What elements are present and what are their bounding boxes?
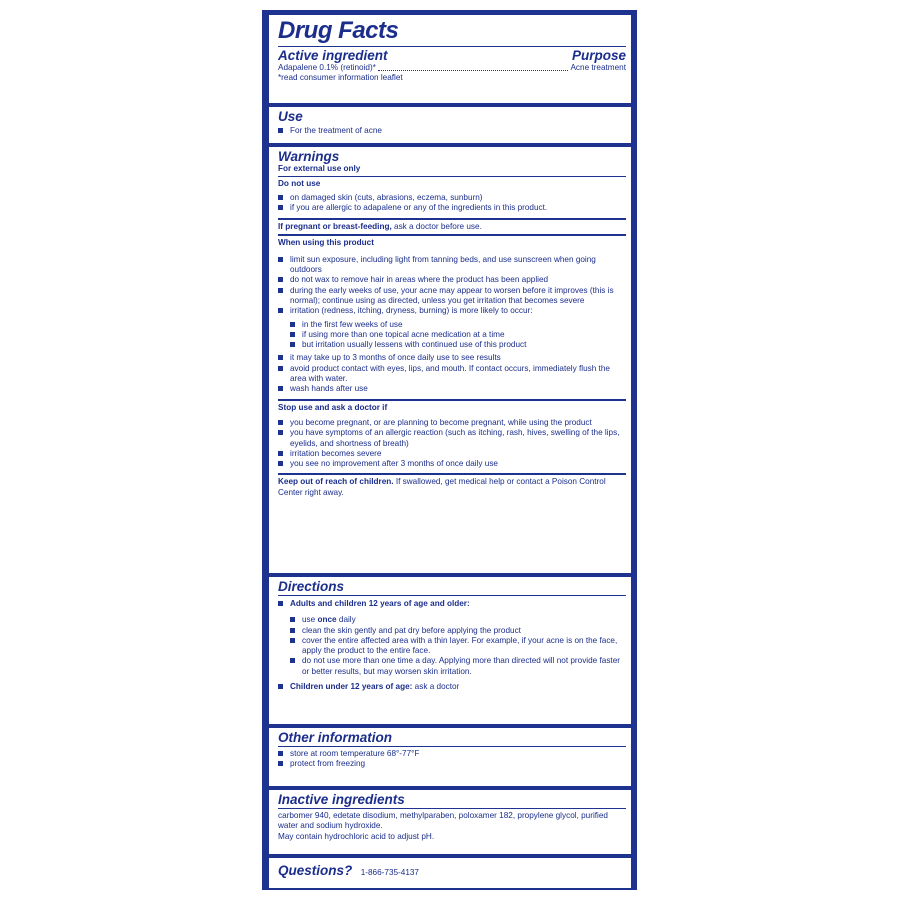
inactive-ingredients-note: May contain hydrochloric acid to adjust pH. <box>278 831 435 841</box>
list-item: you have symptoms of an allergic reaction (such as itching, rash, hives, swelling of the lips, eyelids, and shortness of breath) <box>278 428 626 449</box>
purpose-heading: Purpose <box>571 48 626 63</box>
list-item <box>278 682 626 692</box>
list-item: it may take up to 3 months of once daily use to see results <box>278 353 626 363</box>
list-item: you see no improvement after 3 months of once daily use <box>278 459 626 469</box>
other-information-section <box>269 728 631 786</box>
list-item: irritation becomes severe <box>278 449 626 459</box>
children-label: Children under 12 years of age: <box>290 682 413 692</box>
active-ingredient-purpose: Acne treatment <box>570 63 626 72</box>
warnings-section <box>269 147 631 573</box>
active-ingredient-section <box>269 15 631 103</box>
dose-text-pre: use <box>302 615 318 625</box>
list-item: if using more than one topical acne medication at a time <box>290 330 626 340</box>
list-item: in the first few weeks of use <box>290 320 626 330</box>
list-item: For the treatment of acne <box>278 126 626 136</box>
keep-out-of-reach-label: Keep out of reach of children. <box>278 477 394 487</box>
list-item: you become pregnant, or are planning to become pregnant, while using the product <box>278 418 626 428</box>
dose-text-post: daily <box>336 615 356 625</box>
list-item: irritation (redness, itching, dryness, burning) is more likely to occur: <box>278 306 626 316</box>
do-not-use-heading: Do not use <box>278 179 321 189</box>
stop-use-heading: Stop use and ask a doctor if <box>278 402 388 412</box>
list-item: wash hands after use <box>278 384 626 394</box>
list-item: but irritation usually lessens with continued use of this product <box>290 340 626 350</box>
directions-heading: Directions <box>278 579 345 594</box>
use-section <box>269 107 631 143</box>
inactive-ingredients-text: carbomer 940, edetate disodium, methylparaben, poloxamer 182, propylene glycol, purified water and sodium hydroxide. <box>278 811 608 831</box>
active-ingredient-heading: Active ingredient <box>278 48 388 63</box>
page-title: Drug Facts <box>278 17 399 44</box>
questions-phone[interactable]: 1-866-735-4137 <box>360 868 419 877</box>
drug-facts-panel <box>262 10 637 890</box>
list-item: protect from freezing <box>278 759 626 769</box>
pregnancy-warning-label: If pregnant or breast-feeding, <box>278 222 392 232</box>
when-using-heading: When using this product <box>278 238 374 248</box>
inactive-ingredients-section <box>269 790 631 854</box>
use-heading: Use <box>278 109 303 124</box>
warnings-heading: Warnings <box>278 149 340 164</box>
directions-section <box>269 577 631 724</box>
list-item: store at room temperature 68°-77°F <box>278 749 626 759</box>
pregnancy-warning-text: ask a doctor before use. <box>391 222 482 232</box>
active-ingredient-name: Adapalene 0.1% (retinoid)* <box>278 63 376 72</box>
list-item: avoid product contact with eyes, lips, and mouth. If contact occurs, immediately flush the area with water. <box>278 364 626 385</box>
list-item: limit sun exposure, including light from tanning beds, and use sunscreen when going outdoors <box>278 255 626 276</box>
questions-section <box>269 858 631 888</box>
list-item: on damaged skin (cuts, abrasions, eczema, sunburn) <box>278 193 626 203</box>
list-item: do not use more than one time a day. Applying more than directed will not provide faster or better results, but may worsen skin irritation. <box>290 656 626 677</box>
children-text: ask a doctor <box>412 682 460 692</box>
dose-text-bold: once <box>317 615 337 625</box>
external-use-text: For external use only <box>278 164 361 173</box>
list-item <box>290 615 626 625</box>
dotted-leader <box>378 70 569 71</box>
keep-out-of-reach <box>278 477 626 498</box>
list-item: during the early weeks of use, your acne may appear to worsen before it improves (this is normal); continue using as directed, unless you get irritation that becomes severe <box>278 286 626 307</box>
list-item: cover the entire affected area with a thin layer. For example, if your acne is on the face, apply the product to the entire face. <box>290 636 626 657</box>
list-item: if you are allergic to adapalene or any of the ingredients in this product. <box>278 203 626 213</box>
consumer-leaflet-note: *read consumer information leaflet <box>278 73 403 83</box>
other-information-heading: Other information <box>278 730 392 745</box>
inactive-ingredients-heading: Inactive ingredients <box>278 792 405 807</box>
pregnancy-warning <box>278 222 626 232</box>
keep-out-of-reach-text: If swallowed, get medical help or contact a Poison Control Center right away. <box>278 477 606 497</box>
list-item: clean the skin gently and pat dry before applying the product <box>290 626 626 636</box>
list-item: do not wax to remove hair in areas where the product has been applied <box>278 275 626 285</box>
adults-heading: Adults and children 12 years of age and older: <box>278 599 626 609</box>
questions-heading: Questions? <box>278 863 353 878</box>
